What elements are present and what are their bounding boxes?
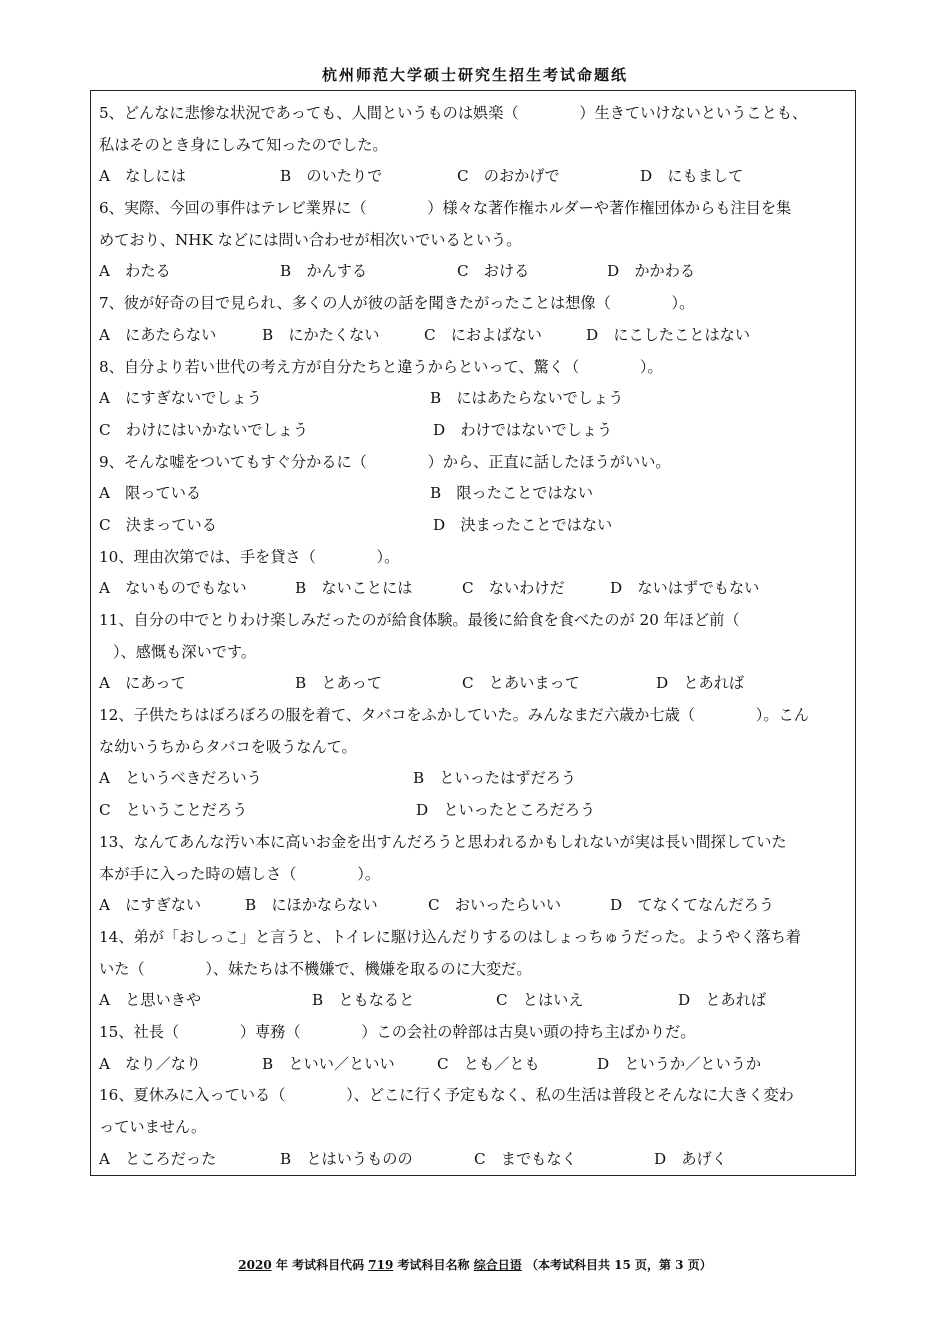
question-16-line-1: 16、夏休みに入っている（ ）、どこに行く予定もなく、私の生活は普段とそんなに大きく変わ <box>99 1086 794 1105</box>
question-5-options <box>99 161 851 193</box>
option-a: A ところだった <box>99 1149 217 1168</box>
option-c: C までもなく <box>474 1149 577 1168</box>
option-a: A というべきだろいう <box>99 769 262 788</box>
question-7-line-1: 7、彼が好奇の目で見られ、多くの人が彼の話を聞きたがったことは想像（ ）。 <box>99 294 695 313</box>
option-d: D あげく <box>654 1149 727 1168</box>
option-c: C ないわけだ <box>462 579 565 598</box>
question-list <box>99 98 851 1175</box>
option-b: B にはあたらないでしょう <box>430 389 624 408</box>
option-a: A にあたらない <box>99 325 217 344</box>
option-d: D にこしたことはない <box>586 325 751 344</box>
footer-pages: （本考试科目共 15 页，第 3 页） <box>525 1258 712 1272</box>
option-c: C におよばない <box>424 325 542 344</box>
option-c: C ということだろう <box>99 801 248 820</box>
option-a: A なしには <box>99 167 186 186</box>
footer-year-label: 年 <box>275 1258 288 1272</box>
question-12-line-1: 12、子供たちはぼろぼろの服を着て、タバコをふかしていた。みんなまだ六歳か七歳（ ）。こん <box>99 706 809 725</box>
question-10-options <box>99 573 851 605</box>
question-7-options <box>99 320 851 352</box>
option-b: B といったはずだろう <box>413 769 577 788</box>
option-b: B かんする <box>280 262 368 281</box>
option-c: C 決まっている <box>99 515 217 534</box>
question-12-line-2: な幼いうちからタバコを吸うなんて。 <box>99 737 357 756</box>
question-16-line-2: っていません。 <box>99 1118 207 1136</box>
question-6-line-2: めており、NHK などには問い合わせが相次いでいるという。 <box>99 230 522 249</box>
option-b: B にほかならない <box>245 896 378 915</box>
footer-year: 2020 <box>238 1258 272 1272</box>
question-12-options-row-2 <box>99 795 851 827</box>
option-d: D にもまして <box>640 167 744 186</box>
question-8-options-row-1 <box>99 383 851 415</box>
question-9-options-row-2 <box>99 510 851 542</box>
question-13-line-1: 13、なんてあんな汚い本に高いお金を出すんだろうと思われるかもしれないが実は長い間探していた <box>99 832 787 851</box>
option-c: C おける <box>457 262 530 281</box>
question-6-options <box>99 256 851 288</box>
option-d: D といったところだろう <box>416 801 596 820</box>
question-9-options-row-1 <box>99 478 851 510</box>
option-a: A にあって <box>99 674 186 693</box>
footer-code: 719 <box>368 1258 394 1272</box>
option-d: D てなくてなんだろう <box>610 896 775 915</box>
question-13-line-2: 本が手に入った時の嬉しさ（ ）。 <box>99 864 380 883</box>
question-14-options <box>99 985 851 1017</box>
option-c: C とはいえ <box>496 991 584 1010</box>
option-a: A 限っている <box>99 484 202 503</box>
question-10-line-1: 10、理由次第では、手を貸さ（ ）。 <box>99 547 400 566</box>
option-d: D とあれば <box>678 991 767 1010</box>
option-d: D かかわる <box>607 262 696 281</box>
question-5-line-2: 私はそのとき身にしみて知ったのでした。 <box>99 135 388 154</box>
option-b: B 限ったことではない <box>430 484 594 503</box>
option-a: A にすぎない <box>99 896 202 915</box>
option-d: D というか／というか <box>597 1054 762 1073</box>
option-b: B のいたりで <box>280 167 383 186</box>
option-d: D 決まったことではない <box>433 515 613 534</box>
question-15-line-1: 15、社長（ ）専務（ ）この会社の幹部は古臭い頭の持ち主ばかりだ。 <box>99 1022 696 1041</box>
question-9-line-1: 9、そんな嘘をついてもすぐ分かるに（ ）から、正直に話したほうがいい。 <box>99 452 671 471</box>
option-c: C わけにはいかないでしょう <box>99 420 309 439</box>
question-12-options-row-1 <box>99 763 851 795</box>
footer-name: 综合日语 <box>473 1258 522 1272</box>
page-header: 杭州师范大学硕士研究生招生考试命题纸 <box>321 66 628 84</box>
footer-code-label: 考试科目代码 <box>292 1258 365 1272</box>
question-13-options <box>99 890 851 922</box>
question-16-options <box>99 1144 851 1176</box>
option-c: C のおかげで <box>457 167 560 186</box>
option-b: B ないことには <box>295 579 413 598</box>
option-b: B とはいうものの <box>280 1149 413 1168</box>
question-11-line-2: ）、感慨も深いです。 <box>113 642 257 661</box>
option-a: A ないものでもない <box>99 579 247 598</box>
question-6-line-1: 6、実際、今回の事件はテレビ業界に（ ）様々な著作権ホルダーや著作権団体からも注目を集 <box>99 199 792 218</box>
question-8-options-row-2 <box>99 415 851 447</box>
option-b: B といい／といい <box>262 1054 395 1073</box>
question-8-line-1: 8、自分より若い世代の考え方が自分たちと違うからといって、驚く（ ）。 <box>99 357 663 376</box>
option-a: A にすぎないでしょう <box>99 389 262 408</box>
option-d: D ないはずでもない <box>610 579 760 598</box>
question-11-options <box>99 668 851 700</box>
option-d: D わけではないでしょう <box>433 420 613 439</box>
question-15-options <box>99 1049 851 1081</box>
option-a: A と思いきや <box>99 991 202 1010</box>
question-14-line-1: 14、弟が「おしっこ」と言うと、トイレに駆け込んだりするのはしょっちゅうだった。ようやく落ち着 <box>99 927 802 946</box>
question-14-line-2: いた（ ）、妹たちは不機嫌で、機嫌を取るのに大変だ。 <box>99 959 532 978</box>
option-a: A なり／なり <box>99 1054 202 1073</box>
page-footer <box>0 1256 950 1273</box>
footer-name-label: 考试科目名称 <box>397 1258 470 1272</box>
option-c: C とも／とも <box>437 1054 540 1073</box>
question-11-line-1: 11、自分の中でとりわけ楽しみだったのが給食体験。最後に給食を食べたのが 20 年ほど前（ <box>99 611 740 629</box>
option-b: B とあって <box>295 674 382 693</box>
option-c: C とあいまって <box>462 674 580 693</box>
option-b: B にかたくない <box>262 325 380 344</box>
option-d: D とあれば <box>656 674 745 693</box>
option-a: A わたる <box>99 262 171 281</box>
question-5-line-1: 5、どんなに悲惨な状況であっても、人間というものは娯楽（ ）生きていけないということも、 <box>99 104 808 122</box>
option-b: B ともなると <box>312 991 415 1010</box>
option-c: C おいったらいい <box>428 896 562 915</box>
